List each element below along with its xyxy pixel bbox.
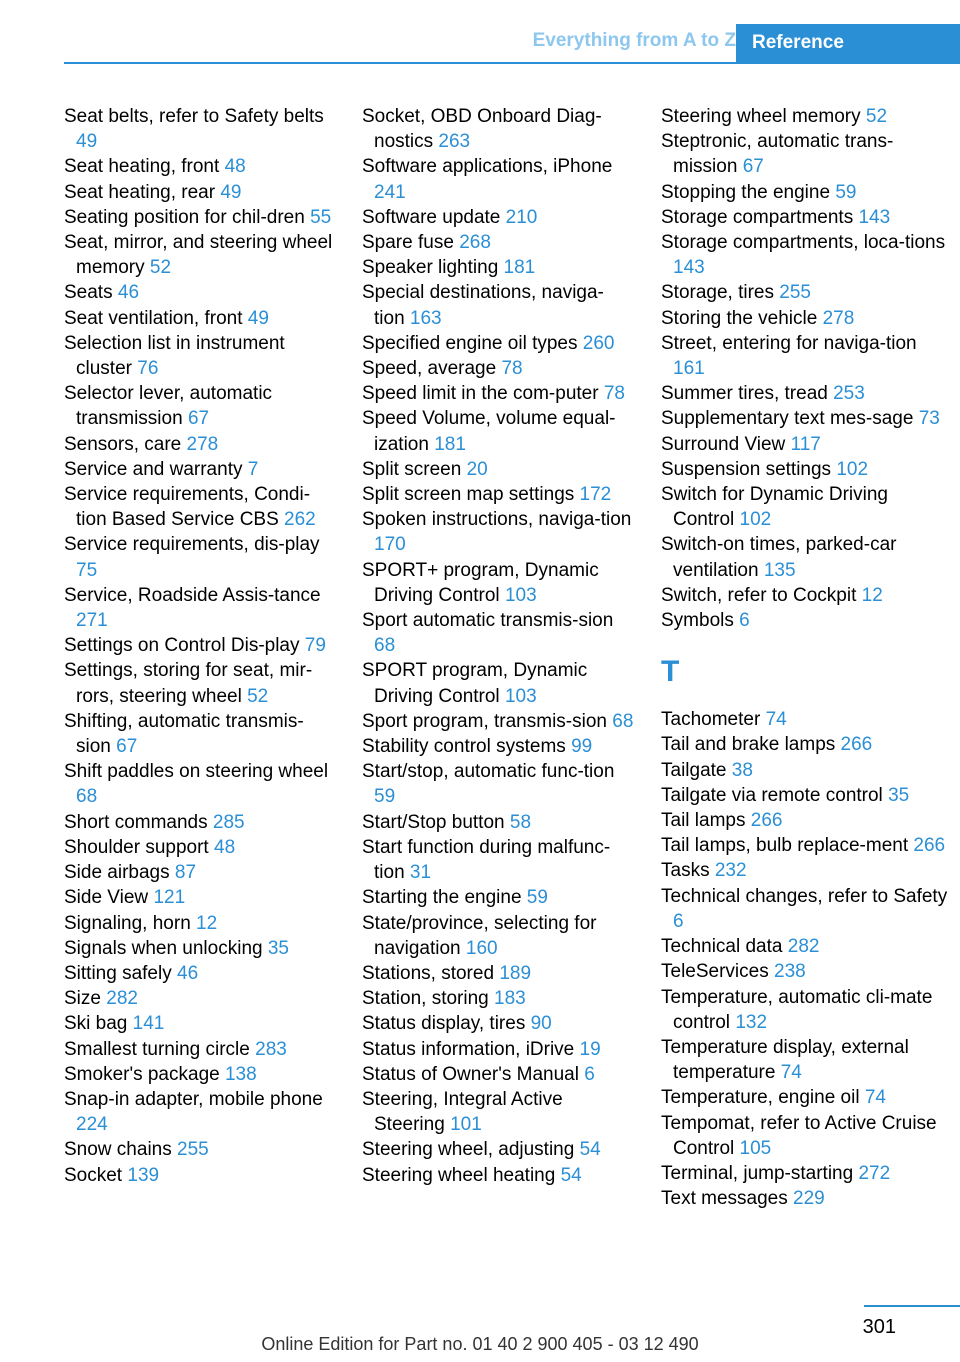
entry-term: Service requirements, Condi‐tion Based Service CBS — [64, 484, 311, 531]
page-link[interactable]: 67 — [742, 156, 764, 178]
page-link[interactable]: 7 — [247, 458, 259, 480]
index-entry — [661, 707, 951, 732]
page-link[interactable]: 101 — [450, 1114, 482, 1136]
entry-term: Temperature display, external temperature — [661, 1036, 909, 1084]
entry-term: Seat, mirror, and steering wheel memory — [64, 232, 333, 279]
entry-term: Symbols — [661, 610, 734, 632]
entry-term: SPORT+ program, Dynamic Driving Control — [362, 559, 599, 606]
index-entry — [661, 104, 951, 129]
page-link[interactable]: 102 — [739, 509, 772, 531]
index-entry — [64, 1137, 336, 1162]
page-link[interactable]: 271 — [76, 610, 108, 632]
entry-term: Text messages — [661, 1188, 788, 1210]
index-entry — [362, 734, 634, 759]
page-link[interactable]: 170 — [374, 534, 406, 556]
page-link[interactable]: 255 — [177, 1139, 209, 1161]
entry-term: Start/Stop button — [362, 811, 505, 833]
entry-term: Service requirements, dis‐play — [64, 534, 320, 556]
index-entry — [661, 732, 951, 757]
entry-term: Split screen — [362, 458, 462, 480]
entry-term: Tail lamps, bulb replace‐ment — [661, 835, 909, 857]
page-link[interactable]: 139 — [127, 1164, 160, 1186]
entry-term: Stability control systems — [362, 736, 566, 758]
index-entry — [661, 608, 951, 633]
page-link[interactable]: 282 — [787, 936, 820, 958]
index-entry — [362, 986, 634, 1011]
page-link[interactable]: 266 — [840, 734, 873, 756]
page-link[interactable]: 58 — [509, 811, 532, 833]
index-entry — [362, 1062, 634, 1087]
entry-term: Ski bag — [64, 1013, 128, 1035]
page-link[interactable]: 46 — [177, 962, 199, 984]
page-link[interactable]: 76 — [137, 358, 159, 380]
entry-term: Technical data — [661, 936, 783, 958]
page-link[interactable]: 52 — [247, 685, 269, 707]
entry-term: Shift paddles on steering wheel — [64, 761, 329, 783]
index-entry — [64, 1011, 336, 1036]
index-entry — [64, 280, 336, 305]
entry-term: Selection list in instrument cluster — [64, 332, 285, 380]
index-entry — [64, 885, 336, 910]
page-link[interactable]: 238 — [774, 961, 806, 983]
entry-term: Service and warranty — [64, 458, 243, 480]
page-link[interactable]: 232 — [714, 860, 747, 882]
index-entry — [64, 1062, 336, 1087]
entry-term: Technical changes, refer to Safety — [661, 885, 948, 907]
page-link[interactable]: 12 — [196, 912, 218, 934]
index-entry — [64, 306, 336, 331]
index-entry — [64, 457, 336, 482]
page-link[interactable]: 282 — [106, 988, 138, 1010]
entry-term: Snow chains — [64, 1139, 172, 1161]
page-link[interactable]: 68 — [374, 635, 396, 657]
index-entry — [661, 432, 951, 457]
index-entry — [64, 810, 336, 835]
entry-term: Short commands — [64, 811, 208, 833]
entry-term: Switch for Dynamic Driving Control — [661, 484, 888, 531]
index-entry — [661, 985, 951, 1035]
index-entry — [64, 759, 336, 809]
entry-term: Storage, tires — [661, 282, 774, 304]
entry-term: Surround View — [661, 433, 786, 455]
page-link[interactable]: 161 — [673, 358, 705, 380]
entry-term: Socket — [64, 1164, 123, 1186]
page-link[interactable]: 260 — [582, 332, 615, 354]
index-entry — [362, 658, 634, 708]
page-link[interactable]: 46 — [117, 282, 140, 304]
page-link[interactable]: 38 — [731, 759, 753, 781]
page-link[interactable]: 278 — [822, 307, 855, 329]
index-entry — [64, 532, 336, 582]
page-link[interactable]: 19 — [579, 1038, 601, 1060]
index-entry — [64, 432, 336, 457]
entry-term: Terminal, jump-starting — [661, 1162, 854, 1184]
page-link[interactable]: 74 — [864, 1087, 886, 1109]
index-column-3 — [661, 104, 951, 1211]
entry-term: Settings, storing for seat, mir‐rors, steering wheel — [64, 660, 313, 707]
letter-heading: T — [661, 655, 680, 689]
chapter-tab: Reference — [736, 24, 960, 62]
index-entry — [661, 532, 951, 582]
page-link[interactable]: 74 — [765, 709, 787, 731]
entry-term: Storage compartments — [661, 206, 854, 228]
entry-term: Status information, iDrive — [362, 1038, 575, 1060]
entry-term: Tachometer — [661, 709, 761, 731]
entry-term: Steptronic, automatic trans‐mission — [661, 131, 894, 178]
page-link[interactable]: 48 — [224, 156, 246, 178]
index-entry — [362, 507, 634, 557]
index-entry — [64, 331, 336, 381]
entry-term: Starting the engine — [362, 887, 522, 909]
entry-term: Signals when unlocking — [64, 937, 263, 959]
entry-term: Street, entering for naviga‐tion — [661, 332, 917, 354]
page-link[interactable]: 99 — [571, 736, 593, 758]
index-entry — [362, 280, 634, 330]
page-link[interactable]: 78 — [603, 383, 625, 405]
entry-term: Seat heating, rear — [64, 181, 216, 203]
index-entry — [661, 331, 951, 381]
entry-term: Tail and brake lamps — [661, 734, 836, 756]
index-entry — [64, 154, 336, 179]
index-entry — [661, 406, 951, 431]
index-entry — [362, 1011, 634, 1036]
index-entry — [362, 558, 634, 608]
entry-term: Start/stop, automatic func‐tion — [362, 761, 615, 783]
index-entry — [362, 406, 634, 456]
index-entry — [362, 759, 634, 809]
page-link[interactable]: 117 — [790, 433, 821, 455]
entry-term: Sport automatic transmis‐sion — [362, 610, 614, 632]
index-entry — [64, 482, 336, 532]
entry-term: Speed Volume, volume equal‐ization — [362, 408, 616, 455]
page-link[interactable]: 49 — [220, 181, 242, 203]
entry-term: Tailgate — [661, 759, 727, 781]
page-link[interactable]: 285 — [212, 811, 245, 833]
entry-term: Storage compartments, loca‐tions — [661, 232, 946, 254]
page-link[interactable]: 263 — [438, 131, 471, 153]
index-entry — [661, 833, 951, 858]
entry-term: Tasks — [661, 860, 710, 882]
index-entry — [64, 986, 336, 1011]
page-link[interactable]: 73 — [918, 408, 940, 430]
index-entry — [362, 356, 634, 381]
entry-term: Steering wheel, adjusting — [362, 1139, 575, 1161]
page-link[interactable]: 143 — [673, 257, 705, 279]
index-entry — [661, 783, 951, 808]
entry-term: Software update — [362, 206, 501, 228]
index-entry — [661, 758, 951, 783]
page-link[interactable]: 68 — [76, 786, 98, 808]
index-column-1 — [64, 104, 336, 1188]
index-entry — [661, 1085, 951, 1110]
edition-footer: Online Edition for Part no. 01 40 2 900 405 - 03 12 490 — [261, 1334, 699, 1354]
page-link[interactable]: 78 — [501, 358, 523, 380]
index-entry — [661, 230, 951, 280]
page-link[interactable]: 181 — [434, 433, 466, 455]
entry-term: Steering wheel heating — [362, 1164, 556, 1186]
entry-term: Service, Roadside Assis‐tance — [64, 584, 321, 606]
page-link[interactable]: 79 — [304, 635, 326, 657]
entry-term: Stations, stored — [362, 962, 495, 984]
entry-term: Seat ventilation, front — [64, 307, 243, 329]
entry-term: Side View — [64, 887, 149, 909]
entry-term: Software applications, iPhone — [362, 156, 613, 178]
page-link[interactable]: 59 — [835, 181, 857, 203]
index-entry — [64, 633, 336, 658]
index-entry — [362, 961, 634, 986]
page-link[interactable]: 31 — [409, 862, 432, 884]
page-link[interactable]: 229 — [793, 1188, 825, 1210]
entry-term: SPORT program, Dynamic Driving Control — [362, 660, 588, 707]
index-entry — [362, 1163, 634, 1188]
index-entry — [64, 381, 336, 431]
index-entry — [64, 860, 336, 885]
page-link[interactable]: 12 — [861, 584, 883, 606]
index-entry — [362, 230, 634, 255]
entry-term: Seat heating, front — [64, 156, 220, 178]
page-link[interactable]: 59 — [526, 887, 548, 909]
entry-term: Smallest turning circle — [64, 1038, 250, 1060]
index-entry — [64, 658, 336, 708]
page-link[interactable]: 163 — [409, 307, 442, 329]
index-entry — [64, 835, 336, 860]
page-link[interactable]: 268 — [459, 232, 491, 254]
index-entry — [362, 911, 634, 961]
entry-term: Sensors, care — [64, 433, 182, 455]
index-entry — [64, 936, 336, 961]
page-link[interactable]: 35 — [888, 784, 910, 806]
page-link[interactable]: 266 — [750, 810, 783, 832]
index-entry — [362, 154, 634, 204]
page-link[interactable]: 283 — [255, 1038, 287, 1060]
entry-term: Seats — [64, 282, 113, 304]
index-entry — [661, 1161, 951, 1186]
page-link[interactable]: 6 — [673, 910, 684, 932]
page-link[interactable]: 183 — [494, 988, 526, 1010]
page-link[interactable]: 210 — [505, 206, 538, 228]
index-entry — [64, 583, 336, 633]
entry-term: State/province, selecting for navigation — [362, 912, 597, 959]
entry-term: Supplementary text mes‐sage — [661, 408, 914, 430]
index-entry — [362, 457, 634, 482]
footer-rule — [864, 1305, 960, 1307]
page-link[interactable]: 74 — [780, 1062, 802, 1084]
page-link[interactable]: 87 — [174, 862, 197, 884]
page-link[interactable]: 35 — [267, 937, 289, 959]
entry-term: Tempomat, refer to Active Cruise Control — [661, 1112, 937, 1159]
index-entry — [661, 280, 951, 305]
page-link[interactable]: 224 — [76, 1114, 108, 1136]
index-entry — [64, 230, 336, 280]
page-link[interactable]: 241 — [374, 181, 406, 203]
index-entry — [64, 709, 336, 759]
index-entry — [64, 1037, 336, 1062]
section-title: Everything from A to Z — [532, 30, 736, 51]
page-header — [64, 24, 960, 64]
entry-term: Tail lamps — [661, 810, 746, 832]
index-entry — [661, 482, 951, 532]
entry-term: Special destinations, naviga‐tion — [362, 282, 604, 329]
page-link[interactable]: 54 — [579, 1139, 601, 1161]
page-link[interactable]: 266 — [913, 835, 946, 857]
page-link[interactable]: 6 — [584, 1063, 595, 1085]
page-link[interactable]: 52 — [149, 257, 172, 279]
index-entry — [64, 1087, 336, 1137]
entry-term: Size — [64, 988, 101, 1010]
page-link[interactable]: 103 — [504, 685, 537, 707]
page-link[interactable]: 272 — [858, 1162, 891, 1184]
index-entry — [362, 1037, 634, 1062]
entry-term: Switch-on times, parked-car ventilation — [661, 534, 897, 581]
entry-term: Temperature, automatic cli‐mate control — [661, 986, 933, 1033]
entry-term: Split screen map settings — [362, 484, 575, 506]
entry-term: Shoulder support — [64, 836, 209, 858]
index-entry — [362, 810, 634, 835]
entry-term: Steering wheel memory — [661, 106, 861, 127]
page-link[interactable]: 160 — [465, 937, 498, 959]
index-entry — [362, 709, 634, 734]
page-link[interactable]: 278 — [186, 433, 219, 455]
entry-term: Status display, tires — [362, 1013, 526, 1035]
page-link[interactable]: 90 — [530, 1013, 552, 1035]
page-link[interactable]: 67 — [116, 736, 138, 758]
page-link[interactable]: 262 — [284, 509, 316, 531]
entry-term: Sport program, transmis‐sion — [362, 710, 607, 732]
page-link[interactable]: 189 — [499, 962, 532, 984]
index-entry — [362, 205, 634, 230]
page-link[interactable]: 6 — [739, 610, 750, 632]
entry-term: Signaling, horn — [64, 912, 191, 934]
index-entry — [661, 858, 951, 883]
page-number: 301 — [862, 1316, 896, 1338]
entry-term: Stopping the engine — [661, 181, 831, 203]
entry-term: Socket, OBD Onboard Diag‐nostics — [362, 106, 602, 153]
index-entry — [661, 457, 951, 482]
index-entry — [362, 608, 634, 658]
index-entry — [64, 1163, 336, 1188]
entry-term: Tailgate via remote control — [661, 784, 883, 806]
entry-term: Speed limit in the com‐puter — [362, 383, 599, 405]
entry-term: Station, storing — [362, 988, 489, 1010]
index-entry — [661, 381, 951, 406]
entry-term: Shifting, automatic transmis‐sion — [64, 710, 304, 758]
index-group-s-end — [661, 104, 951, 633]
entry-term: Seat belts, refer to Safety belts — [64, 106, 324, 127]
index-entry — [362, 482, 634, 507]
entry-term: Steering, Integral Active Steering — [362, 1088, 563, 1136]
entry-term: Switch, refer to Cockpit — [661, 584, 857, 606]
index-entry — [362, 381, 634, 406]
index-entry — [661, 934, 951, 959]
entry-term: Summer tires, tread — [661, 383, 828, 405]
entry-term: Side airbags — [64, 862, 170, 884]
page-link[interactable]: 49 — [76, 131, 98, 153]
index-entry — [661, 1035, 951, 1085]
index-entry — [64, 911, 336, 936]
page-link[interactable]: 54 — [560, 1164, 582, 1186]
index-column-2 — [362, 104, 634, 1188]
page-link[interactable]: 49 — [247, 307, 269, 329]
page-link[interactable]: 20 — [466, 458, 488, 480]
page-link[interactable]: 172 — [579, 484, 612, 506]
index-entry — [362, 104, 634, 154]
index-entry — [362, 331, 634, 356]
page-link[interactable]: 55 — [310, 206, 332, 228]
index-entry — [661, 1111, 951, 1161]
entry-term: Smoker's package — [64, 1063, 220, 1085]
index-entry — [661, 180, 951, 205]
page-link[interactable]: 253 — [833, 383, 865, 405]
index-entry — [362, 835, 634, 885]
index-entry — [661, 808, 951, 833]
entry-term: Specified engine oil types — [362, 332, 578, 354]
page-link[interactable]: 143 — [858, 206, 891, 228]
index-entry — [362, 1137, 634, 1162]
page-link[interactable]: 48 — [214, 836, 236, 858]
index-entry — [661, 583, 951, 608]
page-link[interactable]: 121 — [153, 887, 186, 909]
entry-term: TeleServices — [661, 961, 769, 983]
entry-term: Status of Owner's Manual — [362, 1063, 579, 1085]
page-link[interactable]: 52 — [865, 106, 888, 127]
index-entry — [661, 959, 951, 984]
index-group-t — [661, 707, 951, 1211]
index-entry — [661, 884, 951, 934]
page-link[interactable]: 59 — [374, 786, 396, 808]
index-entry — [661, 205, 951, 230]
entry-term: Spare fuse — [362, 232, 454, 254]
index-entry — [362, 255, 634, 280]
entry-term: Sitting safely — [64, 962, 172, 984]
page-link[interactable]: 255 — [779, 282, 811, 304]
page-link[interactable]: 105 — [739, 1137, 772, 1159]
entry-term: Seating position for chil‐dren — [64, 206, 305, 228]
entry-term: Speed, average — [362, 358, 497, 380]
page-link[interactable]: 181 — [503, 257, 536, 279]
page-link[interactable]: 132 — [735, 1011, 768, 1033]
index-entry — [661, 1186, 951, 1211]
entry-term: Settings on Control Dis‐play — [64, 635, 300, 657]
entry-term: Start function during malfunc‐tion — [362, 836, 611, 884]
entry-term: Storing the vehicle — [661, 307, 818, 329]
entry-term: Speaker lighting — [362, 257, 499, 279]
page-link[interactable]: 68 — [612, 710, 634, 732]
entry-term: Spoken instructions, naviga‐tion — [362, 509, 632, 531]
index-entry — [64, 205, 336, 230]
page-link[interactable]: 75 — [76, 559, 98, 581]
page-link[interactable]: 135 — [763, 559, 796, 581]
index-entry — [362, 1087, 634, 1137]
page-link[interactable]: 103 — [504, 584, 537, 606]
index-entry — [64, 961, 336, 986]
entry-term: Suspension settings — [661, 458, 832, 480]
index-entry — [362, 885, 634, 910]
entry-term: Temperature, engine oil — [661, 1087, 860, 1109]
page-link[interactable]: 141 — [132, 1013, 165, 1035]
entry-term: Snap-in adapter, mobile phone — [64, 1088, 323, 1110]
index-entry — [64, 104, 336, 154]
index-entry — [661, 306, 951, 331]
page-link[interactable]: 102 — [836, 458, 869, 480]
page-link[interactable]: 138 — [224, 1063, 257, 1085]
page-link[interactable]: 67 — [187, 408, 210, 430]
index-entry — [64, 180, 336, 205]
index-entry — [661, 129, 951, 179]
entry-term: Selector lever, automatic transmission — [64, 383, 273, 430]
